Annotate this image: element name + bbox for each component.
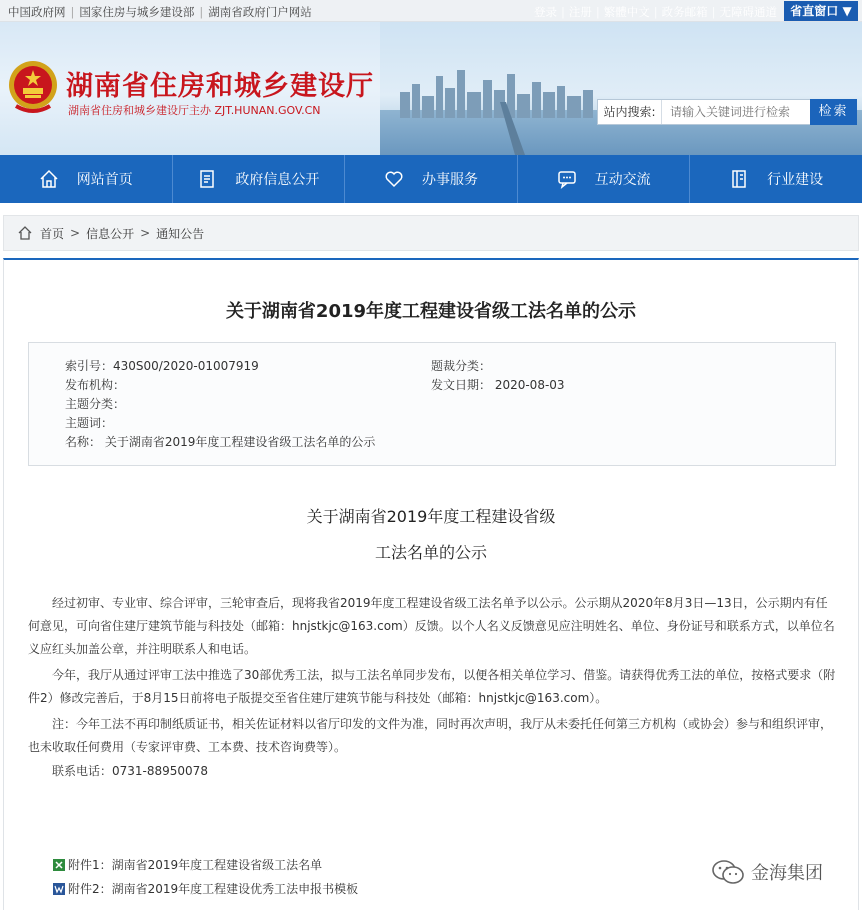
external-links: 中国政府网 | 国家住房与城乡建设部 | 湖南省政府门户网站 <box>8 5 312 19</box>
paragraph-1: 经过初审、专业审、综合评审，三轮审查后，现将我省2019年度工程建设省级工法名单予以公示。公示期从2020年8月3日—13日，公示期内有任何意见，可向省住建厅建筑节能与科技处（邮箱：hnjstkjc@163.com）反馈。以个人名义反馈意见应注明姓名、单位、身份证号和联系方式，以单位名义应红头加盖公章，并注明联系人和电话。 <box>28 596 835 656</box>
word-file-icon <box>52 882 66 896</box>
nav-label: 行业建设 <box>767 172 824 188</box>
nav-label: 网站首页 <box>76 172 133 188</box>
breadcrumb-home[interactable]: 首页 <box>40 226 65 241</box>
paragraph-3: 注：今年工法不再印制纸质证书，相关佐证材料以省厅印发的文件为准，同时再次声明，我厅从未委托任何第三方机构（或协会）参与和组织评审，也未收取任何费用（专家评审费、工本费、技术咨询费等）。 <box>28 717 833 754</box>
attachment-2-label[interactable]: 附件2：湖南省2019年度工程建设优秀工法申报书模板 <box>68 882 359 896</box>
home-icon <box>18 226 32 240</box>
attachment-2[interactable] <box>52 880 358 897</box>
account-links: 登录 | 注册 | 繁體中文 | 政务邮箱 | 无障碍通道 <box>534 5 777 19</box>
nav-label: 政府信息公开 <box>235 172 320 188</box>
site-subtitle: 湖南省住房和城乡建设厅主办 ZJT.HUNAN.GOV.CN <box>68 104 321 117</box>
attachment-1[interactable] <box>52 856 322 873</box>
site-search <box>597 99 857 125</box>
traditional-chinese-link[interactable]: 繁體中文 <box>603 5 650 19</box>
meta-index-no: 索引号：430S00/2020-01007919 <box>65 359 259 373</box>
body-title-line1: 关于湖南省2019年度工程建设省级 <box>306 507 556 526</box>
nav-item-industry[interactable] <box>690 155 862 203</box>
nav-item-gov-info[interactable] <box>173 155 346 203</box>
meta-keywords: 主题词： <box>65 416 114 430</box>
link-mohurd[interactable]: 国家住房与城乡建设部 <box>79 5 195 19</box>
register-link[interactable]: 注册 <box>568 5 592 19</box>
breadcrumb: 首页 > 信息公开 > 通知公告 <box>3 215 859 251</box>
meta-category: 题裁分类： <box>431 359 492 373</box>
search-label: 站内搜索: <box>598 100 662 124</box>
body-title <box>4 502 858 568</box>
excel-file-icon <box>52 858 66 872</box>
search-input[interactable] <box>664 100 810 124</box>
meta-topic: 主题分类： <box>65 397 126 411</box>
accessibility-link[interactable]: 无障碍通道 <box>719 5 777 19</box>
heart-icon <box>384 169 404 189</box>
wechat-icon <box>711 858 745 886</box>
building-icon <box>729 169 749 189</box>
gov-mail-link[interactable]: 政务邮箱 <box>661 5 708 19</box>
breadcrumb-notices[interactable]: 通知公告 <box>156 226 205 241</box>
paragraph-2: 今年，我厅从通过评审工法中推选了30部优秀工法，拟与工法名单同步发布，以便各相关单位学习、借鉴。请获得优秀工法的单位，按格式要求（附件2）修改完善后，于8月15日前将电子版提交至省住建厅建筑节能与科技处（邮箱：hnjstkjc@163.com）。 <box>28 668 836 705</box>
nav-item-services[interactable] <box>345 155 518 203</box>
main-nav <box>0 155 862 203</box>
home-icon <box>39 169 59 189</box>
nav-label: 办事服务 <box>421 172 478 188</box>
chat-icon <box>557 169 577 189</box>
provincial-portal-dropdown[interactable]: 省直窗口 ▼ <box>784 1 858 21</box>
nav-item-home[interactable] <box>0 155 173 203</box>
national-emblem-icon <box>6 58 60 116</box>
search-button[interactable]: 检索 <box>810 99 857 125</box>
article-panel <box>3 258 859 910</box>
watermark <box>711 858 823 886</box>
body-title-line2: 工法名单的公示 <box>374 543 487 562</box>
watermark-text: 金海集团 <box>751 863 823 884</box>
meta-name: 名称： 关于湖南省2019年度工程建设省级工法名单的公示 <box>65 435 376 449</box>
top-utility-bar <box>0 0 862 22</box>
bridge-graphic <box>470 102 570 155</box>
login-link[interactable]: 登录 <box>534 5 557 19</box>
breadcrumb-info[interactable]: 信息公开 <box>86 226 135 241</box>
link-gov-cn[interactable]: 中国政府网 <box>8 5 66 19</box>
site-title[interactable]: 湖南省住房和城乡建设厅 <box>66 71 374 102</box>
link-hunan-gov[interactable]: 湖南省政府门户网站 <box>208 5 312 19</box>
header-banner <box>0 22 862 155</box>
nav-label: 互动交流 <box>594 172 651 188</box>
document-metadata <box>28 342 836 466</box>
meta-issuer: 发布机构： <box>65 378 126 392</box>
document-icon <box>197 169 217 189</box>
nav-item-interaction[interactable] <box>518 155 691 203</box>
meta-date: 发文日期： 2020-08-03 <box>431 378 565 392</box>
attachment-1-label[interactable]: 附件1：湖南省2019年度工程建设省级工法名单 <box>68 858 323 872</box>
contact-phone: 联系电话：0731-88950078 <box>52 764 208 778</box>
article-title: 关于湖南省2019年度工程建设省级工法名单的公示 <box>225 301 637 322</box>
